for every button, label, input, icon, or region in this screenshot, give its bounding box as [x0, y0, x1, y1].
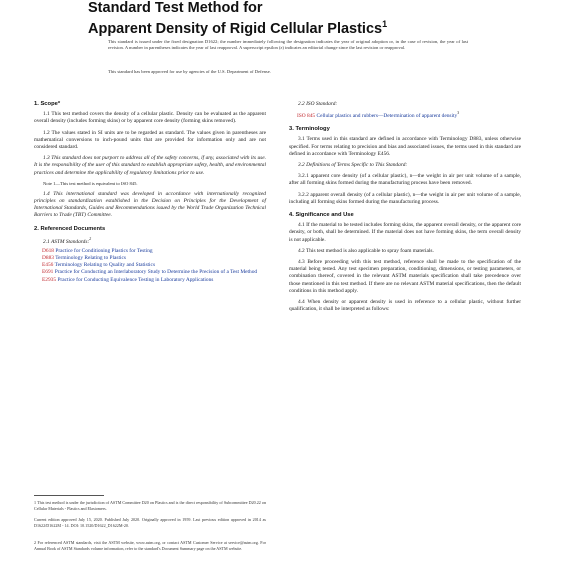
title-line-1: Standard Test Method for [88, 0, 263, 16]
section-heading-scope: 1. Scope* [34, 101, 61, 107]
significance-paragraph-4: 4.4 When density or apparent density is used in reference to a cellular plastic, without further qualification, it shall be interpreted as follows: [289, 299, 521, 313]
terminology-paragraph-4: 3.2.2 apparent overall density (of a cellular plastic), n—the weight in air per unit volume of a sample, including all forming skins formed during the manufacturing process. [289, 191, 521, 205]
footnote-3: 2 For referenced ASTM standards, visit the ASTM website, www.astm.org, or contact ASTM Customer Service at service@astm.org. For Annual Book of ASTM Standards volume information, refer to the standard's Document Summary page on the ASTM website. [34, 540, 266, 551]
astm-footnote-mark: 2 [89, 236, 92, 241]
scope-note-1: Note 1—This test method is equivalent to ISO 845. [43, 180, 138, 186]
astm-standards-label [34, 236, 266, 246]
section-heading-significance: 4. Significance and Use [289, 212, 354, 219]
reference-title[interactable]: Practice for Conducting Equivalence Testing in Laboratory Applications [57, 276, 214, 283]
section-heading-referenced-documents: 2. Referenced Documents [34, 225, 106, 232]
terminology-paragraph-2: 3.2 Definitions of Terms Specific to This Standard: [298, 162, 408, 169]
reference-item[interactable] [34, 248, 266, 255]
reference-code[interactable]: D883 [42, 255, 54, 262]
reference-item[interactable] [34, 255, 266, 262]
right-column [289, 101, 521, 317]
footnote-2: Current edition approved July 15, 2020. Published July 2020. Originally approved in 1959. Last previous edition approved in 2014 as D1622/D1622M - 14. DOI: 10.1520/D1622_D1622M-20. [34, 517, 266, 528]
reference-title[interactable]: Terminology Relating to Quality and Statistics [54, 262, 156, 269]
iso-footnote-mark: 3 [457, 111, 460, 116]
significance-paragraph-1: 4.1 If the material to be tested includes forming skins, the apparent overall density, or the apparent core density, or both, shall be determined. If the material does not have forming skins, the term overall density is not applicable. [289, 222, 521, 243]
reference-item[interactable] [34, 269, 266, 276]
reference-code[interactable]: D618 [42, 247, 54, 254]
footnote-divider [34, 495, 104, 496]
left-column [34, 101, 266, 284]
title-line-2 [88, 16, 508, 37]
reference-item[interactable] [34, 277, 266, 284]
scope-paragraph-2: 1.2 The values stated in SI units are to be regarded as standard. The values given in parentheses are mathematical conversions to inch-pound units that are provided for information only and are not considered standard. [34, 129, 266, 151]
scope-paragraph-1: 1.1 This test method covers the density of a cellular plastic. Density can be evaluated as the apparent overall density (includes forming skins) or by apparent core density (forming skins removed). [34, 111, 266, 125]
approval-note: This standard has been approved for use by agencies of the U.S. Department of Defense. [108, 69, 271, 74]
scope-paragraph-4: 1.4 This international standard was developed in accordance with internationally recognized principles on standardization established in the Decision on Principles for the Development of International Standards, Guides and Recommendations issued by the World Trade Organization Technical Barriers to Trade (TBT) Committee. [34, 190, 266, 219]
astm-standards-text: 2.1 ASTM Standards: [43, 238, 90, 245]
significance-paragraph-2: 4.2 This test method is also applicable to spray foam materials. [298, 247, 434, 254]
scope-paragraph-3: 1.3 This standard does not purport to address all of the safety concerns, if any, associated with its use. It is the responsibility of the user of this standard to establish appropriate safety, health, and environmental practices and determine the applicability of regulatory limitations prior to use. [34, 155, 266, 176]
title-text: Apparent Density of Rigid Cellular Plastics [88, 20, 383, 37]
section-heading-terminology: 3. Terminology [289, 126, 330, 133]
significance-paragraph-3: 4.3 Before proceeding with this test method, reference shall be made to the specification of the material being tested. Any test specimen preparation, conditioning, dimensions, or testing parameters, or combination thereof, covered in the relevant ASTM materials specification shall take precedence over those mentioned in this test method. If there are no relevant ASTM material specifications, then the default conditions in this method apply. [289, 259, 521, 294]
reference-title[interactable]: Cellular plastics and rubbers—Determination of apparent density [316, 113, 458, 119]
reference-code[interactable]: ISO 845 [297, 113, 316, 119]
iso-standard-label: 2.2 ISO Standard: [298, 101, 338, 107]
document-title [88, 0, 508, 37]
title-footnote-mark: 1 [382, 19, 388, 29]
reference-code[interactable]: E691 [42, 269, 54, 276]
footnote-1: 1 This test method is under the jurisdiction of ASTM Committee D20 on Plastics and is the direct responsibility of Subcommittee D20.22 on Cellular Materials - Plastics and Elastomers. [34, 500, 266, 511]
terminology-paragraph-3: 3.2.1 apparent core density (of a cellular plastic), n—the weight in air per unit volume of a sample, after all forming skins formed during the manufacturing process have been removed. [289, 173, 521, 187]
reference-code[interactable]: E2935 [42, 276, 57, 283]
reference-code[interactable]: E456 [42, 262, 54, 269]
reference-item-iso[interactable] [289, 110, 521, 120]
reference-title[interactable]: Terminology Relating to Plastics [55, 255, 126, 262]
reference-title[interactable]: Practice for Conducting an Interlaboratory Study to Determine the Precision of a Test Method [54, 269, 258, 276]
reference-title[interactable]: Practice for Conditioning Plastics for Testing [55, 247, 153, 254]
terminology-paragraph-1: 3.1 Terms used in this standard are defined in accordance with Terminology D883, unless otherwise specified. For terms relating to precision and bias and associated issues, the terms used in this standard are defined in accordance with Terminology E456. [289, 136, 521, 157]
designation-note: This standard is issued under the fixed designation D1622; the number immediately following the designation indicates the year of original adoption or, in the case of revision, the year of last revision. A number in parentheses indicates the year of last reapproval. A superscript epsilon (ε) indicates an editorial change since the last revision or reapproval. [108, 39, 468, 51]
